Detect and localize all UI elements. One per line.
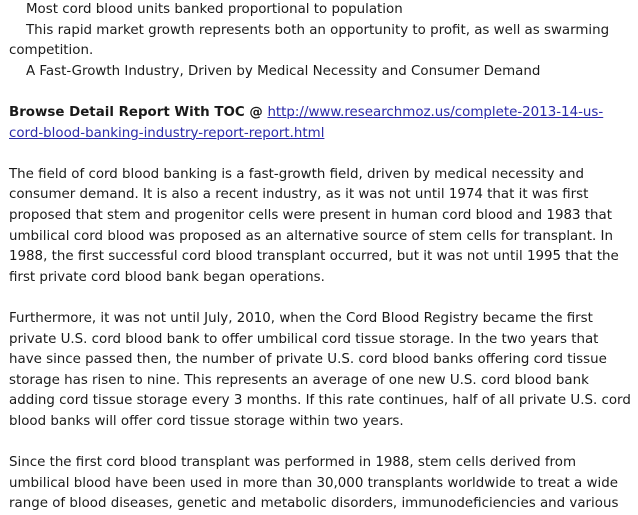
bullet-text: A Fast-Growth Industry, Driven by Medical Necessity and Consumer Demand xyxy=(26,63,541,79)
browse-at-sign: @ xyxy=(244,104,268,120)
spacer xyxy=(9,432,634,453)
paragraph-line: umbilical blood have been used in more than 30,000 transplants worldwide to treat a wide xyxy=(9,475,618,491)
paragraph-line: private U.S. cord blood bank to offer umbilical cord tissue storage. In the two years that xyxy=(9,331,599,347)
paragraph-line: first private cord blood bank began operations. xyxy=(9,269,325,285)
paragraph-line: have since passed then, the number of private U.S. cord blood banks offering cord tissue xyxy=(9,352,607,368)
report-link-continuation[interactable]: cord-blood-banking-industry-report-report.html xyxy=(9,125,325,141)
paragraph-field-overview xyxy=(9,165,634,289)
report-link[interactable]: http://www.researchmoz.us/complete-2013-14-us- xyxy=(267,104,604,120)
paragraph-line: proposed that stem and progenitor cells were present in human cord blood and 1983 that xyxy=(9,207,612,223)
spacer xyxy=(9,82,634,103)
paragraph-line: The field of cord blood banking is a fast-growth field, driven by medical necessity and xyxy=(9,166,584,182)
browse-report-line xyxy=(9,103,634,124)
paragraph-line: Furthermore, it was not until July, 2010, when the Cord Blood Registry became the first xyxy=(9,310,593,326)
paragraph-line: Since the first cord blood transplant was performed in 1988, stem cells derived from xyxy=(9,455,576,471)
paragraph-cord-tissue xyxy=(9,309,634,433)
spacer xyxy=(9,144,634,165)
paragraph-line: 1988, the first successful cord blood transplant occurred, but it was not until 1995 that the xyxy=(9,249,619,265)
paragraph-transplants xyxy=(9,453,634,515)
browse-report-link-line2 xyxy=(9,124,634,145)
paragraph-line: umbilical cord blood was proposed as an alternative source of stem cells for transplant. In xyxy=(9,228,613,244)
bullet-text-continuation: competition. xyxy=(9,43,94,59)
paragraph-line: range of blood diseases, genetic and metabolic disorders, immunodeficiencies and various xyxy=(9,496,619,512)
paragraph-line: consumer demand. It is also a recent industry, as it was not until 1974 that it was first xyxy=(9,187,589,203)
bullet-text: This rapid market growth represents both an opportunity to profit, as well as swarming xyxy=(26,22,610,38)
bullet-text: Most cord blood units banked proportional to population xyxy=(26,2,403,17)
browse-report-label: Browse Detail Report With TOC xyxy=(9,104,245,120)
paragraph-line: adding cord tissue storage every 3 months. If this rate continues, half of all private U.S. cord xyxy=(9,393,631,409)
document-page xyxy=(9,0,634,515)
spacer xyxy=(9,288,634,309)
paragraph-line: blood banks will offer cord tissue storage within two years. xyxy=(9,413,404,429)
paragraph-line: storage has risen to nine. This represents an average of one new U.S. cord blood bank xyxy=(9,372,589,388)
